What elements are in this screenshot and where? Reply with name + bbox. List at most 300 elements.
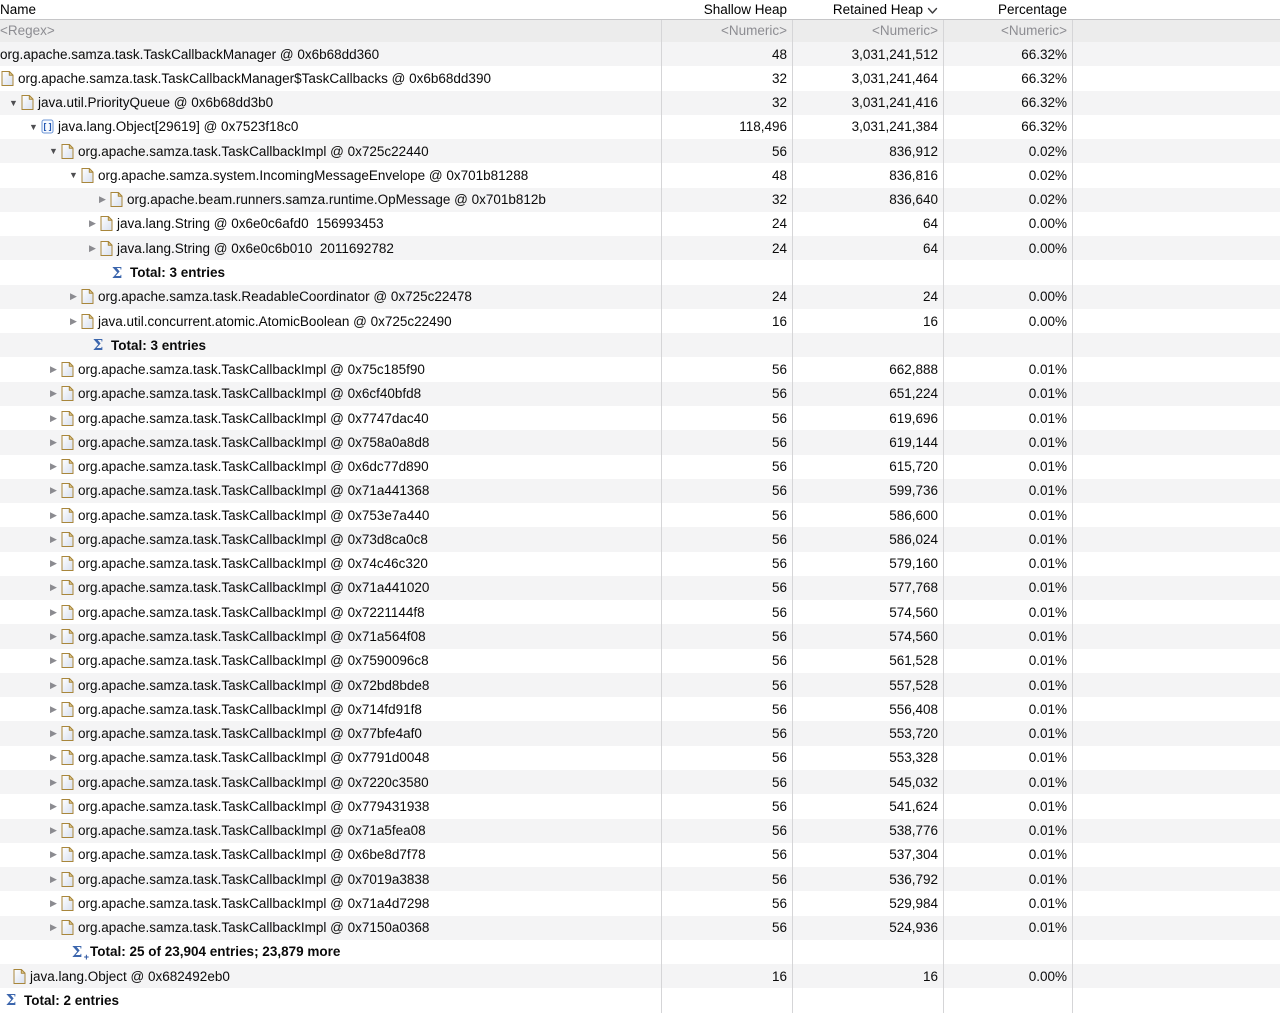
percentage-cell: 0.01% — [1028, 386, 1067, 402]
shallow-heap-cell: 56 — [771, 750, 787, 766]
percentage-cell: 66.32% — [1021, 46, 1067, 62]
table-row[interactable] — [0, 309, 1280, 333]
row-name: org.apache.samza.task.TaskCallbackManager @ 0x6b68dd360 — [0, 46, 380, 62]
column-header-retained-heap-label: Retained Heap — [832, 2, 923, 17]
percentage-cell: 0.01% — [1028, 531, 1067, 547]
retained-heap-cell: 524,936 — [889, 920, 938, 936]
expander-collapsed-icon[interactable]: ▶ — [50, 897, 57, 908]
object-icon — [21, 91, 35, 115]
object-icon — [61, 479, 75, 503]
object-icon — [61, 357, 75, 381]
row-name: org.apache.samza.task.TaskCallbackImpl @ 0x7791d0048 — [78, 750, 430, 766]
shallow-heap-cell: 32 — [771, 192, 787, 208]
column-header-shallow-heap[interactable]: Shallow Heap — [703, 2, 787, 17]
table-row[interactable] — [0, 430, 1280, 454]
shallow-heap-cell: 56 — [771, 895, 787, 911]
retained-heap-cell: 619,144 — [889, 434, 938, 450]
column-header-retained-heap[interactable] — [793, 0, 938, 19]
object-icon — [61, 819, 75, 843]
shallow-heap-cell — [662, 333, 787, 357]
retained-heap-cell: 662,888 — [889, 362, 938, 378]
name-cell — [0, 479, 662, 503]
percentage-cell — [944, 260, 1067, 284]
shallow-heap-cell: 56 — [771, 143, 787, 159]
row-name: org.apache.samza.task.TaskCallbackImpl @ 0x7019a3838 — [78, 871, 430, 887]
name-cell — [0, 455, 662, 479]
percentage-cell: 0.01% — [1028, 459, 1067, 475]
object-icon — [61, 139, 75, 163]
name-cell — [0, 673, 662, 697]
table-row[interactable] — [0, 624, 1280, 648]
expander-collapsed-icon[interactable]: ▶ — [50, 679, 57, 690]
name-cell — [0, 843, 662, 867]
object-icon — [61, 770, 75, 794]
table-row[interactable] — [0, 188, 1280, 212]
row-name: java.lang.String @ 0x6e0c6afd0 156993453 — [117, 216, 384, 232]
expander-collapsed-icon[interactable]: ▶ — [50, 849, 57, 860]
name-cell — [0, 236, 662, 260]
percentage-cell: 0.01% — [1028, 434, 1067, 450]
object-icon — [61, 794, 75, 818]
object-icon — [61, 721, 75, 745]
table-row[interactable] — [0, 600, 1280, 624]
row-name: org.apache.samza.task.TaskCallbackImpl @ 0x6dc77d890 — [78, 459, 429, 475]
table-row[interactable] — [0, 940, 1280, 964]
table-row[interactable] — [0, 721, 1280, 745]
row-name: org.apache.samza.task.TaskCallbackImpl @ 0x71a4d7298 — [78, 895, 430, 911]
expander-collapsed-icon[interactable]: ▶ — [50, 776, 57, 787]
row-name: org.apache.samza.task.TaskCallbackImpl @ 0x73d8ca0c8 — [78, 531, 428, 547]
name-cell — [0, 188, 662, 212]
percentage-cell: 0.02% — [1028, 192, 1067, 208]
row-name: java.lang.Object @ 0x682492eb0 — [30, 968, 230, 984]
name-cell — [0, 819, 662, 843]
shallow-heap-cell: 24 — [771, 289, 787, 305]
row-name: Total: 3 entries — [111, 337, 207, 353]
table-row[interactable] — [0, 843, 1280, 867]
retained-heap-cell: 541,624 — [889, 798, 938, 814]
percentage-cell — [944, 988, 1067, 1012]
object-icon — [61, 916, 75, 940]
table-row[interactable] — [0, 285, 1280, 309]
percentage-cell: 0.01% — [1028, 604, 1067, 620]
table-row[interactable] — [0, 406, 1280, 430]
expander-collapsed-icon[interactable]: ▶ — [50, 800, 57, 811]
row-name: java.lang.Object[29619] @ 0x7523f18c0 — [58, 119, 299, 135]
retained-heap-cell: 651,224 — [889, 386, 938, 402]
object-icon — [61, 891, 75, 915]
shallow-heap-cell: 56 — [771, 798, 787, 814]
percentage-cell: 66.32% — [1021, 95, 1067, 111]
name-cell — [0, 964, 662, 988]
name-cell — [0, 139, 662, 163]
percentage-cell — [944, 333, 1067, 357]
shallow-heap-cell: 16 — [771, 968, 787, 984]
percentage-cell: 66.32% — [1021, 119, 1067, 135]
percentage-cell: 0.01% — [1028, 823, 1067, 839]
table-row[interactable] — [0, 673, 1280, 697]
percentage-cell: 0.00% — [1028, 289, 1067, 305]
row-name: org.apache.samza.task.TaskCallbackImpl @ 0x72bd8bde8 — [78, 677, 430, 693]
name-cell — [0, 430, 662, 454]
row-name: org.apache.samza.task.TaskCallbackImpl @ 0x7221144f8 — [78, 604, 425, 620]
expander-collapsed-icon[interactable]: ▶ — [50, 582, 57, 593]
array-icon — [41, 115, 55, 139]
shallow-heap-cell: 56 — [771, 701, 787, 717]
table-row[interactable] — [0, 649, 1280, 673]
expander-collapsed-icon[interactable]: ▶ — [50, 873, 57, 884]
table-row[interactable] — [0, 746, 1280, 770]
object-icon — [81, 285, 95, 309]
retained-heap-cell: 574,560 — [889, 629, 938, 644]
table-row[interactable] — [0, 964, 1280, 988]
row-name: org.apache.samza.task.TaskCallbackImpl @ 0x7747dac40 — [78, 410, 429, 426]
percentage-cell: 0.01% — [1028, 920, 1067, 936]
row-name: org.apache.samza.system.IncomingMessageEnvelope @ 0x701b81288 — [98, 167, 529, 183]
table-row[interactable] — [0, 455, 1280, 479]
percentage-cell: 0.01% — [1028, 726, 1067, 742]
percentage-cell: 0.01% — [1028, 847, 1067, 863]
shallow-heap-cell: 56 — [771, 386, 787, 402]
shallow-heap-cell: 56 — [771, 483, 787, 499]
shallow-heap-cell: 56 — [771, 604, 787, 620]
retained-heap-cell: 579,160 — [889, 556, 938, 572]
name-cell — [0, 940, 662, 964]
row-name: org.apache.beam.runners.samza.runtime.OpMessage @ 0x701b812b — [127, 192, 546, 208]
name-cell — [0, 867, 662, 891]
percentage-cell: 0.01% — [1028, 774, 1067, 790]
row-name: java.lang.String @ 0x6e0c6b010 2011692782 — [117, 240, 394, 256]
expander-collapsed-icon[interactable]: ▶ — [50, 631, 57, 641]
row-name: org.apache.samza.task.TaskCallbackImpl @ 0x753e7a440 — [78, 507, 430, 523]
object-icon — [61, 527, 75, 551]
object-icon — [61, 382, 75, 406]
retained-heap-cell: 538,776 — [889, 823, 938, 839]
row-name: org.apache.samza.task.ReadableCoordinator @ 0x725c22478 — [98, 289, 472, 305]
object-icon — [13, 964, 27, 988]
table-row[interactable] — [0, 66, 1280, 90]
object-icon — [61, 673, 75, 697]
shallow-heap-cell: 56 — [771, 726, 787, 742]
percentage-cell: 0.01% — [1028, 871, 1067, 887]
column-header-name[interactable]: Name — [0, 2, 37, 17]
table-row[interactable] — [0, 479, 1280, 503]
row-name: org.apache.samza.task.TaskCallbackImpl @ 0x71a441368 — [78, 483, 430, 499]
table-row[interactable] — [0, 916, 1280, 940]
expander-collapsed-icon[interactable]: ▶ — [89, 218, 96, 229]
retained-heap-cell: 16 — [922, 968, 938, 984]
retained-heap-cell — [793, 988, 938, 1012]
table-row[interactable] — [0, 163, 1280, 187]
percentage-cell: 0.00% — [1028, 240, 1067, 256]
name-cell — [0, 163, 662, 187]
percentage-filter-input[interactable]: <Numeric> — [1000, 23, 1067, 38]
expander-collapsed-icon[interactable]: ▶ — [99, 194, 106, 205]
row-name: org.apache.samza.task.TaskCallbackImpl @ 0x75c185f90 — [78, 362, 425, 378]
expander-collapsed-icon[interactable]: ▶ — [50, 533, 57, 544]
name-cell — [0, 309, 662, 333]
column-header-percentage[interactable]: Percentage — [997, 2, 1067, 17]
table-row[interactable] — [0, 212, 1280, 236]
retained-heap-cell: 577,768 — [889, 580, 938, 596]
retained-heap-cell: 545,032 — [889, 774, 938, 790]
percentage-cell: 0.01% — [1028, 653, 1067, 669]
name-cell — [0, 770, 662, 794]
name-cell — [0, 285, 662, 309]
name-cell — [0, 552, 662, 576]
shallow-heap-cell — [662, 940, 787, 964]
expander-collapsed-icon[interactable]: ▶ — [50, 728, 57, 739]
object-icon — [61, 843, 75, 867]
shallow-heap-cell: 56 — [771, 677, 787, 693]
table-row[interactable] — [0, 357, 1280, 381]
table-row[interactable] — [0, 527, 1280, 551]
shallow-heap-cell: 56 — [771, 653, 787, 669]
row-name: Total: 25 of 23,904 entries; 23,879 more — [90, 944, 341, 960]
row-name: org.apache.samza.task.TaskCallbackManager$TaskCallbacks @ 0x6b68dd390 — [18, 70, 491, 86]
table-row[interactable] — [0, 333, 1280, 357]
table-row[interactable] — [0, 139, 1280, 163]
expander-collapsed-icon[interactable]: ▶ — [50, 412, 57, 423]
shallow-heap-cell: 32 — [771, 70, 787, 86]
sigma-total-icon: Σ — [111, 263, 123, 282]
name-cell — [0, 746, 662, 770]
retained-heap-cell: 3,031,241,416 — [851, 95, 938, 111]
table-row[interactable] — [0, 503, 1280, 527]
shallow-heap-cell — [662, 260, 787, 284]
row-name: org.apache.samza.task.TaskCallbackImpl @ 0x7150a0368 — [78, 920, 430, 936]
percentage-cell: 0.01% — [1028, 410, 1067, 426]
row-name: org.apache.samza.task.TaskCallbackImpl @ 0x758a0a8d8 — [78, 434, 430, 450]
retained-heap-cell: 529,984 — [889, 895, 938, 911]
name-cell — [0, 649, 662, 673]
percentage-cell: 0.00% — [1028, 216, 1067, 232]
shallow-heap-cell: 48 — [771, 167, 787, 183]
expander-collapsed-icon[interactable]: ▶ — [50, 606, 57, 617]
table-row[interactable] — [0, 260, 1280, 284]
retained-heap-cell: 561,528 — [889, 653, 938, 669]
shallow-heap-cell: 32 — [771, 95, 787, 111]
expander-open-icon[interactable]: ▼ — [29, 121, 38, 132]
name-cell — [0, 624, 662, 648]
expander-collapsed-icon[interactable]: ▶ — [50, 655, 57, 666]
table-row[interactable] — [0, 42, 1280, 66]
name-cell — [0, 988, 662, 1012]
object-icon — [61, 746, 75, 770]
shallow-heap-cell: 56 — [771, 847, 787, 863]
expander-collapsed-icon[interactable]: ▶ — [50, 388, 57, 399]
table-row[interactable] — [0, 891, 1280, 915]
sigma-plus-total-icon: Σ + — [71, 942, 89, 963]
name-regex-filter-input[interactable]: <Regex> — [0, 23, 55, 38]
retained-heap-cell: 586,600 — [889, 507, 938, 523]
retained-heap-cell: 553,328 — [889, 750, 938, 766]
expander-collapsed-icon[interactable]: ▶ — [50, 703, 57, 714]
retained-heap-cell: 16 — [922, 313, 938, 329]
retained-heap-cell: 536,792 — [889, 871, 938, 887]
object-icon — [81, 309, 95, 333]
row-name: org.apache.samza.task.TaskCallbackImpl @ 0x7220c3580 — [78, 774, 429, 790]
table-row[interactable] — [0, 770, 1280, 794]
retained-heap-cell: 64 — [922, 216, 938, 232]
retained-heap-cell: 553,720 — [889, 726, 938, 742]
shallow-heap-cell: 56 — [771, 629, 787, 644]
row-name: org.apache.samza.task.TaskCallbackImpl @ 0x725c22440 — [78, 143, 429, 159]
name-cell — [0, 357, 662, 381]
shallow-heap-cell: 56 — [771, 580, 787, 596]
row-name: org.apache.samza.task.TaskCallbackImpl @ 0x71a564f08 — [78, 629, 426, 644]
row-name: Total: 2 entries — [24, 992, 120, 1008]
shallow-heap-cell: 56 — [771, 531, 787, 547]
sigma-total-icon: Σ — [92, 336, 104, 355]
table-row[interactable] — [0, 236, 1280, 260]
row-name: org.apache.samza.task.TaskCallbackImpl @ 0x7590096c8 — [78, 653, 429, 669]
retained-heap-cell: 836,912 — [889, 143, 938, 159]
expander-collapsed-icon[interactable]: ▶ — [50, 922, 57, 933]
shallow-heap-cell: 56 — [771, 507, 787, 523]
table-row[interactable] — [0, 115, 1280, 139]
table-row[interactable] — [0, 867, 1280, 891]
percentage-cell: 0.01% — [1028, 556, 1067, 572]
name-cell — [0, 600, 662, 624]
name-cell — [0, 891, 662, 915]
row-name: org.apache.samza.task.TaskCallbackImpl @ 0x77bfe4af0 — [78, 726, 422, 742]
retained-heap-cell — [793, 260, 938, 284]
expander-collapsed-icon[interactable]: ▶ — [50, 364, 57, 375]
retained-heap-cell: 24 — [922, 289, 938, 305]
retained-heap-filter-input[interactable]: <Numeric> — [871, 23, 938, 38]
shallow-heap-cell: 24 — [771, 240, 787, 256]
object-icon — [61, 552, 75, 576]
percentage-cell: 66.32% — [1021, 70, 1067, 86]
percentage-cell: 0.01% — [1028, 750, 1067, 766]
table-row[interactable] — [0, 382, 1280, 406]
name-cell — [0, 42, 662, 66]
object-icon — [110, 188, 124, 212]
table-row[interactable] — [0, 697, 1280, 721]
expander-open-icon[interactable]: ▼ — [69, 170, 78, 181]
shallow-heap-cell: 56 — [771, 823, 787, 839]
object-icon — [61, 503, 75, 527]
row-name: org.apache.samza.task.TaskCallbackImpl @ 0x71a5fea08 — [78, 823, 426, 839]
expander-open-icon[interactable]: ▼ — [49, 146, 58, 157]
object-icon — [100, 212, 114, 236]
percentage-cell: 0.01% — [1028, 798, 1067, 814]
name-cell — [0, 794, 662, 818]
table-row[interactable] — [0, 988, 1280, 1012]
table-header — [0, 0, 1280, 19]
retained-heap-cell: 3,031,241,384 — [851, 119, 938, 135]
expander-collapsed-icon[interactable]: ▶ — [89, 242, 96, 253]
expander-collapsed-icon[interactable]: ▶ — [50, 752, 57, 763]
name-cell — [0, 916, 662, 940]
shallow-heap-cell: 118,496 — [739, 119, 787, 135]
filter-row — [0, 19, 1280, 42]
expander-collapsed-icon[interactable]: ▶ — [50, 485, 57, 496]
name-cell — [0, 576, 662, 600]
table-row[interactable] — [0, 794, 1280, 818]
retained-heap-cell: 537,304 — [889, 847, 938, 863]
retained-heap-cell: 586,024 — [889, 531, 938, 547]
row-name: org.apache.samza.task.TaskCallbackImpl @ 0x714fd91f8 — [78, 701, 422, 717]
shallow-heap-cell: 24 — [771, 216, 787, 232]
retained-heap-cell: 615,720 — [889, 459, 938, 475]
header-divider — [0, 19, 1280, 20]
percentage-cell — [944, 940, 1067, 964]
object-icon — [61, 649, 75, 673]
percentage-cell: 0.01% — [1028, 507, 1067, 523]
percentage-cell: 0.01% — [1028, 701, 1067, 717]
row-name: Total: 3 entries — [130, 265, 226, 281]
name-cell — [0, 212, 662, 236]
shallow-heap-cell: 56 — [771, 459, 787, 475]
plus-badge: + — [83, 952, 89, 963]
name-cell — [0, 333, 662, 357]
percentage-cell: 0.01% — [1028, 895, 1067, 911]
table-row[interactable] — [0, 576, 1280, 600]
percentage-cell: 0.01% — [1028, 483, 1067, 499]
object-icon — [61, 406, 75, 430]
object-icon — [100, 236, 114, 260]
row-name: java.util.PriorityQueue @ 0x6b68dd3b0 — [38, 95, 274, 111]
table-row[interactable] — [0, 91, 1280, 115]
expander-collapsed-icon[interactable]: ▶ — [50, 825, 57, 836]
row-name: org.apache.samza.task.TaskCallbackImpl @ 0x779431938 — [78, 798, 430, 814]
shallow-heap-filter-input[interactable]: <Numeric> — [720, 23, 787, 38]
expander-collapsed-icon[interactable]: ▶ — [50, 436, 57, 447]
shallow-heap-cell: 56 — [771, 410, 787, 426]
name-cell — [0, 115, 662, 139]
expander-collapsed-icon[interactable]: ▶ — [50, 461, 57, 472]
percentage-cell: 0.01% — [1028, 580, 1067, 596]
row-name: org.apache.samza.task.TaskCallbackImpl @ 0x6be8d7f78 — [78, 847, 426, 863]
tree-table-body — [0, 42, 1280, 1013]
percentage-cell: 0.00% — [1028, 313, 1067, 329]
name-cell — [0, 527, 662, 551]
expander-collapsed-icon[interactable]: ▶ — [50, 509, 57, 520]
retained-heap-cell: 836,816 — [889, 167, 938, 183]
expander-open-icon[interactable]: ▼ — [9, 97, 18, 108]
row-name: java.util.concurrent.atomic.AtomicBoolean @ 0x725c22490 — [98, 313, 452, 329]
object-icon — [61, 430, 75, 454]
object-icon — [1, 66, 15, 90]
shallow-heap-cell — [662, 988, 787, 1012]
row-name: org.apache.samza.task.TaskCallbackImpl @ 0x6cf40bfd8 — [78, 386, 422, 402]
table-row[interactable] — [0, 552, 1280, 576]
object-icon — [61, 624, 75, 648]
retained-heap-cell: 574,560 — [889, 604, 938, 620]
percentage-cell: 0.00% — [1028, 968, 1067, 984]
svg-text:[]: [] — [42, 123, 53, 134]
name-cell — [0, 406, 662, 430]
expander-collapsed-icon[interactable]: ▶ — [70, 315, 77, 326]
object-icon — [61, 455, 75, 479]
table-row[interactable] — [0, 819, 1280, 843]
expander-collapsed-icon[interactable]: ▶ — [70, 291, 77, 302]
object-icon — [81, 163, 95, 187]
retained-heap-cell: 64 — [922, 240, 938, 256]
expander-collapsed-icon[interactable]: ▶ — [50, 558, 57, 569]
name-cell — [0, 91, 662, 115]
name-cell — [0, 697, 662, 721]
row-name: org.apache.samza.task.TaskCallbackImpl @ 0x71a441020 — [78, 580, 430, 596]
shallow-heap-cell: 56 — [771, 774, 787, 790]
shallow-heap-cell: 56 — [771, 434, 787, 450]
object-icon — [61, 600, 75, 624]
retained-heap-cell: 836,640 — [889, 192, 938, 208]
shallow-heap-cell: 56 — [771, 556, 787, 572]
row-name: org.apache.samza.task.TaskCallbackImpl @ 0x74c46c320 — [78, 556, 428, 572]
